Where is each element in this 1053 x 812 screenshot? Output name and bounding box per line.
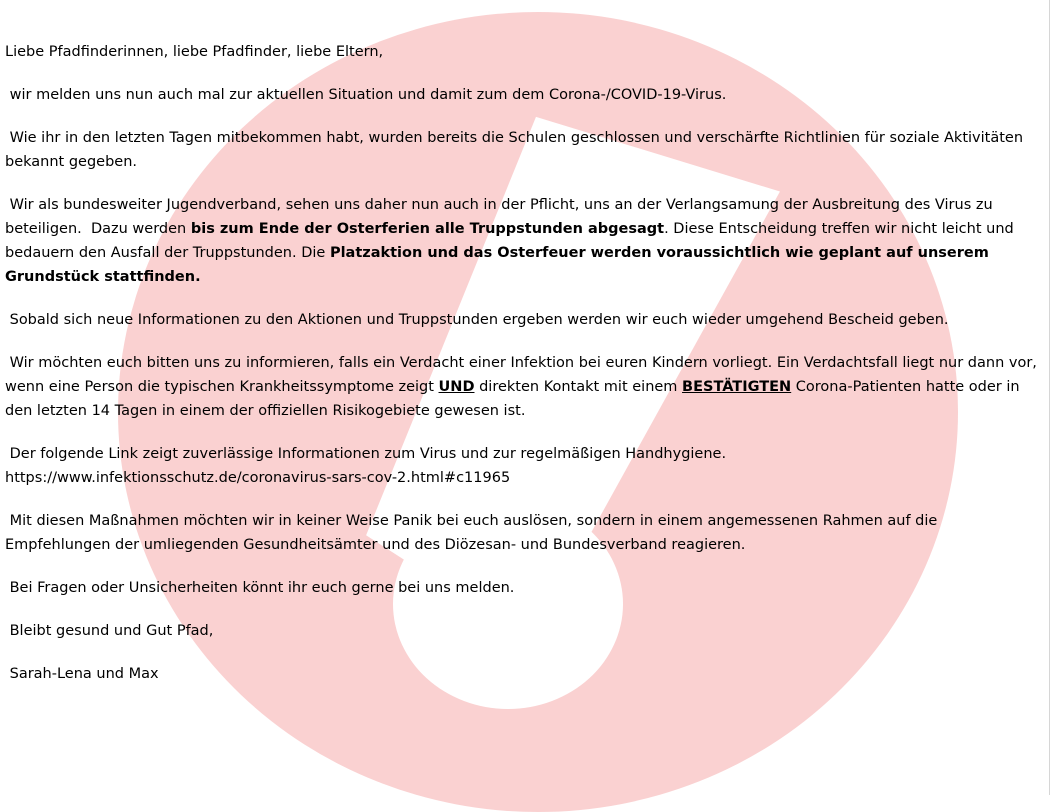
letter-body xyxy=(5,40,1045,705)
link-intro-text: Der folgende Link zeigt zuverlässige Informationen zum Virus und zur regelmäßigen Handhygiene. xyxy=(5,446,727,462)
signature-paragraph: Sarah-Lena und Max xyxy=(5,666,159,682)
suspicion-text-2: direkten Kontakt mit einem xyxy=(474,379,683,395)
decision-bold-events: Platzaktion und das Osterfeuer werden voraussichtlich wie geplant auf unserem Grundstück stattfinden. xyxy=(5,245,994,285)
info-link[interactable]: https://www.infektionsschutz.de/coronavirus-sars-cov-2.html#c11965 xyxy=(5,470,511,486)
link-paragraph xyxy=(5,442,1045,490)
suspicion-paragraph xyxy=(5,351,1045,423)
decision-bold-cancellation: bis zum Ende der Osterferien alle Truppstunden abgesagt xyxy=(190,221,665,237)
questions-paragraph: Bei Fragen oder Unsicherheiten könnt ihr euch gerne bei uns melden. xyxy=(5,580,515,596)
updates-paragraph: Sobald sich neue Informationen zu den Aktionen und Truppstunden ergeben werden wir euch wieder umgehend Bescheid geben. xyxy=(5,312,949,328)
suspicion-underline-confirmed: BESTÄTIGTEN xyxy=(682,379,792,395)
decision-paragraph xyxy=(5,193,1045,289)
greeting-paragraph: Liebe Pfadfinderinnen, liebe Pfadfinder, liebe Eltern, xyxy=(5,44,384,60)
measures-paragraph: Mit diesen Maßnahmen möchten wir in keiner Weise Panik bei euch auslösen, sondern in einem angemessenen Rahmen auf die Empfehlungen der umliegenden Gesundheitsämter und des Diözesan- und Bundesverband reagieren. xyxy=(5,513,942,553)
intro-paragraph: wir melden uns nun auch mal zur aktuellen Situation und damit zum dem Corona-/COVID-19-Virus. xyxy=(5,87,727,103)
page-edge-divider xyxy=(1049,0,1050,795)
suspicion-text-3: Corona-Patienten hatte oder in den letzten 14 Tagen in einem der offiziellen Risikogebiete gewesen ist. xyxy=(5,379,1025,419)
decision-text-2: . Diese Entscheidung treffen wir nicht leicht und bedauern den Ausfall der Truppstunden. Die xyxy=(5,221,1019,261)
decision-text-1: Wir als bundesweiter Jugendverband, sehen uns daher nun auch in der Pflicht, uns an der Verlangsamung der Ausbreitung des Virus zu beteiligen. Dazu werden xyxy=(5,197,998,237)
situation-paragraph: Wie ihr in den letzten Tagen mitbekommen habt, wurden bereits die Schulen geschlossen und verschärfte Richtlinien für soziale Aktivitäten bekannt gegeben. xyxy=(5,130,1028,170)
suspicion-underline-und: UND xyxy=(438,379,475,395)
farewell-paragraph: Bleibt gesund und Gut Pfad, xyxy=(5,623,214,639)
suspicion-text-1: Wir möchten euch bitten uns zu informieren, falls ein Verdacht einer Infektion bei euren Kindern vorliegt. Ein Verdachtsfall liegt nur dann vor, wenn eine Person die typischen Krankheitssymptome zeigt xyxy=(5,355,1042,395)
